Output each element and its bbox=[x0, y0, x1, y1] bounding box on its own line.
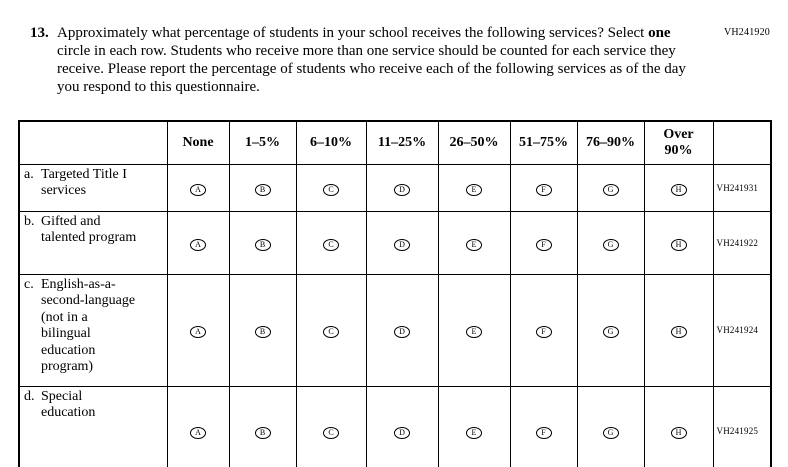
option-cell bbox=[296, 164, 366, 211]
option-bubble-a[interactable]: A bbox=[190, 184, 206, 196]
option-bubble-d[interactable]: D bbox=[394, 427, 410, 439]
option-bubble-h[interactable]: H bbox=[671, 184, 687, 196]
option-bubble-h[interactable]: H bbox=[671, 239, 687, 251]
option-bubble-e[interactable]: E bbox=[466, 184, 482, 196]
option-cell bbox=[296, 274, 366, 386]
code-column-header bbox=[713, 121, 771, 164]
col-header-6-10: 6–10% bbox=[296, 121, 366, 164]
option-cell bbox=[577, 386, 644, 467]
option-cell bbox=[366, 164, 438, 211]
option-cell bbox=[167, 211, 229, 274]
option-bubble-e[interactable]: E bbox=[466, 427, 482, 439]
row-text: English-as-a-second-language (not in a bilingual education program) bbox=[41, 276, 136, 374]
table-row-b bbox=[19, 211, 771, 274]
question-number: 13. bbox=[30, 25, 49, 41]
option-bubble-c[interactable]: C bbox=[323, 239, 339, 251]
option-bubble-a[interactable]: A bbox=[190, 326, 206, 338]
option-bubble-e[interactable]: E bbox=[466, 239, 482, 251]
option-bubble-f[interactable]: F bbox=[536, 184, 552, 196]
option-cell bbox=[438, 386, 510, 467]
option-bubble-f[interactable]: F bbox=[536, 427, 552, 439]
option-cell bbox=[167, 164, 229, 211]
option-cell bbox=[438, 211, 510, 274]
option-cell bbox=[167, 274, 229, 386]
option-cell bbox=[229, 386, 296, 467]
option-cell bbox=[296, 386, 366, 467]
row-code: VH241924 bbox=[713, 274, 771, 386]
col-header-1-5: 1–5% bbox=[229, 121, 296, 164]
row-letter: c. bbox=[24, 276, 34, 292]
question-text-start: Approximately what percentage of students in your school receives the following services? Select bbox=[57, 25, 649, 41]
col-header-none: None bbox=[167, 121, 229, 164]
row-label-cell bbox=[19, 386, 167, 467]
corner-cell bbox=[19, 121, 167, 164]
option-bubble-c[interactable]: C bbox=[323, 326, 339, 338]
option-bubble-d[interactable]: D bbox=[394, 326, 410, 338]
option-cell bbox=[366, 211, 438, 274]
row-letter: a. bbox=[24, 166, 34, 182]
option-cell bbox=[510, 386, 577, 467]
option-bubble-g[interactable]: G bbox=[603, 184, 619, 196]
col-header-51-75: 51–75% bbox=[510, 121, 577, 164]
option-cell bbox=[577, 274, 644, 386]
option-bubble-h[interactable]: H bbox=[671, 427, 687, 439]
option-cell bbox=[366, 386, 438, 467]
option-cell bbox=[510, 211, 577, 274]
table-row-d bbox=[19, 386, 771, 467]
col-header-over-90 bbox=[644, 121, 713, 164]
option-bubble-b[interactable]: B bbox=[255, 184, 271, 196]
row-code: VH241922 bbox=[713, 211, 771, 274]
option-bubble-d[interactable]: D bbox=[394, 239, 410, 251]
option-bubble-h[interactable]: H bbox=[671, 326, 687, 338]
option-cell bbox=[366, 274, 438, 386]
row-letter: d. bbox=[24, 388, 35, 404]
col-header-over-90-label: Over 90% bbox=[663, 126, 694, 158]
option-cell bbox=[229, 274, 296, 386]
option-cell bbox=[644, 274, 713, 386]
col-header-11-25: 11–25% bbox=[366, 121, 438, 164]
form-code: VH241920 bbox=[723, 27, 770, 38]
option-bubble-g[interactable]: G bbox=[603, 326, 619, 338]
option-cell bbox=[644, 164, 713, 211]
option-bubble-f[interactable]: F bbox=[536, 326, 552, 338]
question-text bbox=[57, 24, 697, 96]
question-text-end: circle in each row. Students who receive more than one service should be counted for each service they receive. Please report the percentage of students who receive each of the following services as of the day you respond to this questionnaire. bbox=[57, 43, 686, 95]
row-text: Special education bbox=[41, 388, 96, 420]
col-header-26-50: 26–50% bbox=[438, 121, 510, 164]
option-cell bbox=[644, 386, 713, 467]
option-cell bbox=[438, 164, 510, 211]
option-cell bbox=[296, 211, 366, 274]
option-cell bbox=[438, 274, 510, 386]
row-label-cell bbox=[19, 274, 167, 386]
option-cell bbox=[644, 211, 713, 274]
row-label-cell bbox=[19, 164, 167, 211]
option-bubble-a[interactable]: A bbox=[190, 239, 206, 251]
question-text-bold: one bbox=[648, 25, 671, 41]
option-cell bbox=[229, 211, 296, 274]
option-bubble-g[interactable]: G bbox=[603, 239, 619, 251]
option-cell bbox=[167, 386, 229, 467]
option-cell bbox=[577, 211, 644, 274]
table-row-c bbox=[19, 274, 771, 386]
option-bubble-e[interactable]: E bbox=[466, 326, 482, 338]
row-text: Targeted Title I services bbox=[41, 166, 127, 198]
option-bubble-c[interactable]: C bbox=[323, 427, 339, 439]
option-bubble-c[interactable]: C bbox=[323, 184, 339, 196]
option-cell bbox=[510, 164, 577, 211]
row-code: VH241931 bbox=[713, 164, 771, 211]
col-header-76-90: 76–90% bbox=[577, 121, 644, 164]
option-bubble-a[interactable]: A bbox=[190, 427, 206, 439]
option-bubble-b[interactable]: B bbox=[255, 326, 271, 338]
services-percentage-table bbox=[18, 120, 772, 467]
option-cell bbox=[577, 164, 644, 211]
option-bubble-b[interactable]: B bbox=[255, 427, 271, 439]
row-label-cell bbox=[19, 211, 167, 274]
question-13 bbox=[30, 24, 758, 96]
option-bubble-g[interactable]: G bbox=[603, 427, 619, 439]
option-cell bbox=[510, 274, 577, 386]
option-bubble-f[interactable]: F bbox=[536, 239, 552, 251]
row-text: Gifted and talented program bbox=[41, 213, 137, 245]
table-row-a bbox=[19, 164, 771, 211]
option-bubble-b[interactable]: B bbox=[255, 239, 271, 251]
option-bubble-d[interactable]: D bbox=[394, 184, 410, 196]
row-letter: b. bbox=[24, 213, 35, 229]
option-cell bbox=[229, 164, 296, 211]
row-code: VH241925 bbox=[713, 386, 771, 467]
header-row bbox=[19, 121, 771, 164]
